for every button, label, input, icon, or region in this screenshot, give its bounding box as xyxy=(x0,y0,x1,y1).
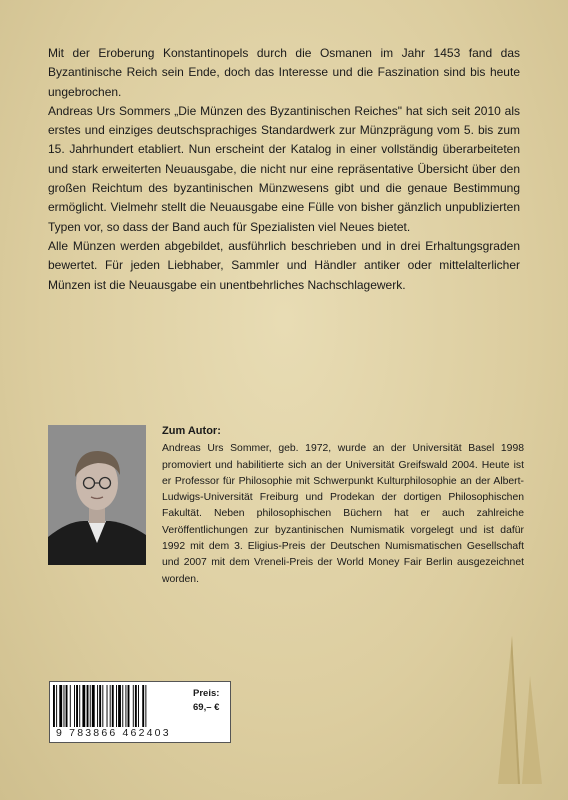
blurb-paragraph-1: Mit der Eroberung Konstantinopels durch die Osmanen im Jahr 1453 fand das Byzantinische Reich sein Ende, doch das Interesse und die Faszination sind bis heute ungebrochen. xyxy=(48,46,520,99)
author-heading: Zum Autor: xyxy=(162,425,221,437)
back-cover-blurb xyxy=(48,44,520,295)
price-value: 69,– € xyxy=(193,702,220,713)
author-section xyxy=(162,423,524,588)
author-portrait-photo xyxy=(48,425,146,565)
isbn-digits: 9 783866 462403 xyxy=(56,727,171,739)
isbn-barcode-box xyxy=(49,681,231,743)
author-bio: Andreas Urs Sommer, geb. 1972, wurde an der Universität Basel 1998 promoviert und habilitierte sich an der Universität Greifswald 2004. Heute ist er Professor für Philosophie mit Schwerpunkt Kulturphilosophie an der Albert-Ludwigs-Universität Freiburg und Prodekan der dortigen Philosophischen Fakultät. Neben philosophischen Büchern hat er auch zahlreiche Veröffentlichungen zur byzantinischen Numismatik vorgelegt und ist dafür 1992 mit dem 3. Eligius-Preis der Deutschen Numismatischen Gesellschaft und 2007 mit dem Vreneli-Preis der World Money Fair Berlin ausgezeichnet worden. xyxy=(162,443,524,585)
blurb-paragraph-3: Alle Münzen werden abgebildet, ausführlich beschrieben und in drei Erhaltungsgraden bewertet. Für jeden Liebhaber, Sammler und Händler antiker oder mittelalterlicher Münzen ist die Neuausgabe ein unentbehrliches Nachschlagewerk. xyxy=(48,238,520,292)
barcode-bars-icon xyxy=(53,685,189,727)
publisher-logo-icon xyxy=(498,636,542,784)
blurb-paragraph-2: Andreas Urs Sommers „Die Münzen des Byzantinischen Reiches" hat sich seit 2010 als erstes und einziges deutschsprachiges Standardwerk zur Münzprägung vom 5. bis zum 15. Jahrhundert etabliert. Nun erscheint der Katalog in einer vollständig überarbeiteten und stark erweiterten Neuausgabe, die nicht nur eine repräsentative Übersicht über den großen Reichtum des byzantinischen Münzwesens gibt und die genaue Bestimmung ermöglicht. Vielmehr stellt die Neuausgabe eine Fülle von bisher gänzlich unpublizierten Typen vor, so dass der Band auch für Spezialisten viel Neues bietet. xyxy=(48,103,520,234)
price-label: Preis: xyxy=(193,688,220,699)
